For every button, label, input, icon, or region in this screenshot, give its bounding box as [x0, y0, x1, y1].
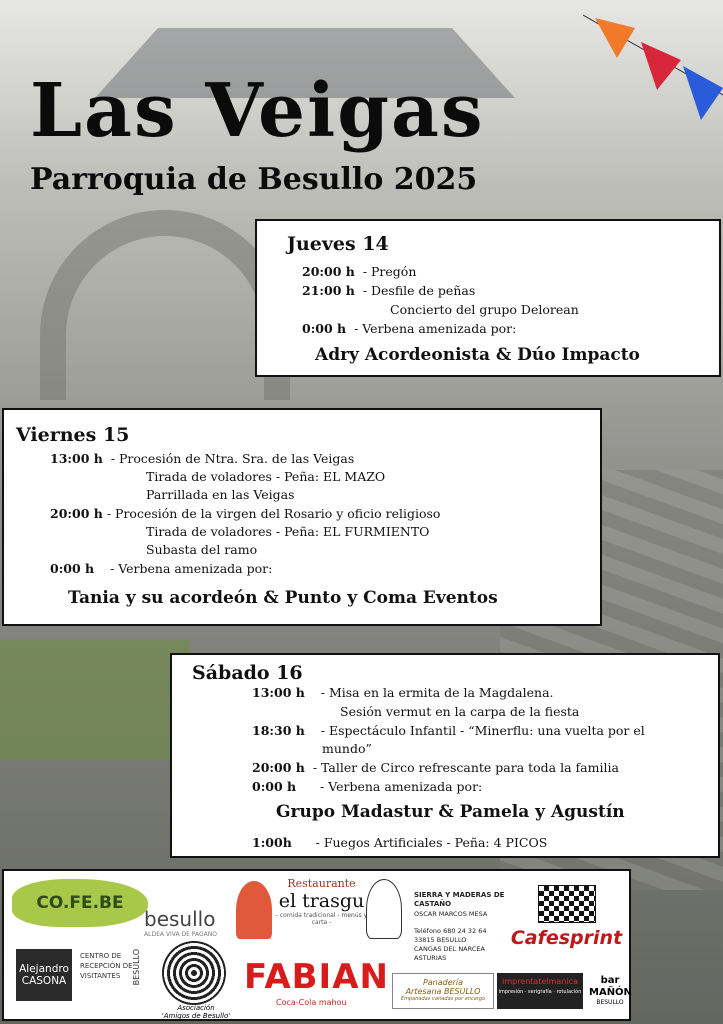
visitor-center-label: CENTRO DE RECEPCIÓN DE VISITANTES	[80, 952, 133, 981]
background-grass	[0, 640, 190, 760]
day-label: Viernes 15	[16, 424, 130, 446]
day-label: Sábado 16	[192, 662, 303, 684]
schedule-row: 20:00 h - Pregón	[302, 264, 417, 279]
schedule-row: mundo”	[322, 741, 372, 756]
schedule-row: Sesión vermut en la carpa de la fiesta	[340, 704, 580, 719]
bar-manon-logo: bar MAÑÓN BESULLO	[589, 975, 632, 1006]
schedule-row: 13:00 h - Misa en la ermita de la Magdalena.	[252, 685, 554, 700]
schedule-row: 0:00 h - Verbena amenizada por:	[302, 321, 517, 336]
asociacion-emblem-icon	[162, 941, 226, 1005]
schedule-row: 0:00 h - Verbena amenizada por:	[252, 779, 483, 794]
bunting-flags-icon	[583, 0, 723, 150]
performer-name: Grupo Madastur & Pamela y Agustín	[276, 802, 625, 822]
flag-orange	[595, 18, 635, 58]
schedule-row: Subasta del ramo	[146, 542, 258, 557]
cofebe-logo: CO.FE.BE	[12, 879, 148, 927]
schedule-thursday	[255, 219, 721, 377]
schedule-row: Parrillada en las Veigas	[146, 487, 295, 502]
day-label: Jueves 14	[287, 233, 389, 255]
poster-subtitle: Parroquia de Besullo 2025	[30, 162, 478, 197]
chef-icon	[366, 879, 402, 939]
schedule-row: 0:00 h - Verbena amenizada por:	[50, 561, 273, 576]
schedule-row: 13:00 h - Procesión de Ntra. Sra. de las Veigas	[50, 451, 355, 466]
fabian-brands: Coca-Cola mahou	[276, 998, 347, 1007]
schedule-row: 1:00h - Fuegos Artificiales - Peña: 4 PICOS	[252, 835, 548, 850]
casona-logo: Alejandro CASONA	[16, 949, 72, 1001]
panaderia-logo: Panadería Artesana BESULLO Empanadas variadas por encargo	[392, 973, 494, 1009]
schedule-saturday	[170, 653, 720, 858]
besullo-logo: besullo ALDEA VIVA DE PAGANO	[144, 907, 217, 938]
schedule-row: Concierto del grupo Delorean	[390, 302, 579, 317]
sponsor-strip	[2, 869, 631, 1021]
schedule-row: 21:00 h - Desfile de peñas	[302, 283, 476, 298]
schedule-row: 20:00 h - Procesión de la virgen del Rosario y oficio religioso	[50, 506, 441, 521]
performer-name: Adry Acordeonista & Dúo Impacto	[315, 345, 640, 365]
flag-blue	[683, 66, 723, 120]
flag-red	[641, 42, 681, 90]
schedule-row: 18:30 h - Espectáculo Infantil - “Minerflu: una vuelta por el	[252, 723, 645, 738]
imprenta-logo: imprentatelmanica impresión · serigrafía · rotulación	[497, 973, 583, 1009]
fabian-logo: FABIAN	[244, 957, 389, 997]
schedule-friday	[2, 408, 602, 626]
schedule-row: Tirada de voladores - Peña: EL FURMIENTO	[146, 524, 430, 539]
schedule-row: Tirada de voladores - Peña: EL MAZO	[146, 469, 386, 484]
schedule-row: 20:00 h - Taller de Circo refrescante para toda la familia	[252, 760, 619, 775]
performer-name: Tania y su acordeón & Punto y Coma Eventos	[68, 588, 498, 608]
poster-title: Las Veigas	[30, 68, 485, 154]
trasgu-logo: Restaurante el trasgu - comida tradicional - menús y carta -	[275, 877, 368, 926]
checkered-flag-icon	[538, 885, 596, 923]
asociacion-label: Asociación 'Amigos de Besullo'	[161, 1004, 231, 1020]
besullo-vertical-label: BESULLO	[132, 949, 141, 986]
trasgu-character-icon	[236, 881, 272, 939]
cafesprint-logo: Cafesprint	[509, 885, 624, 949]
sierra-maderas-ad: SIERRA Y MADERAS DE CASTAÑO OSCAR MARCOS MESA Teléfono 680 24 32 64 33815 BESULLO CANGAS DEL NARCEA ASTURIAS	[414, 891, 505, 962]
